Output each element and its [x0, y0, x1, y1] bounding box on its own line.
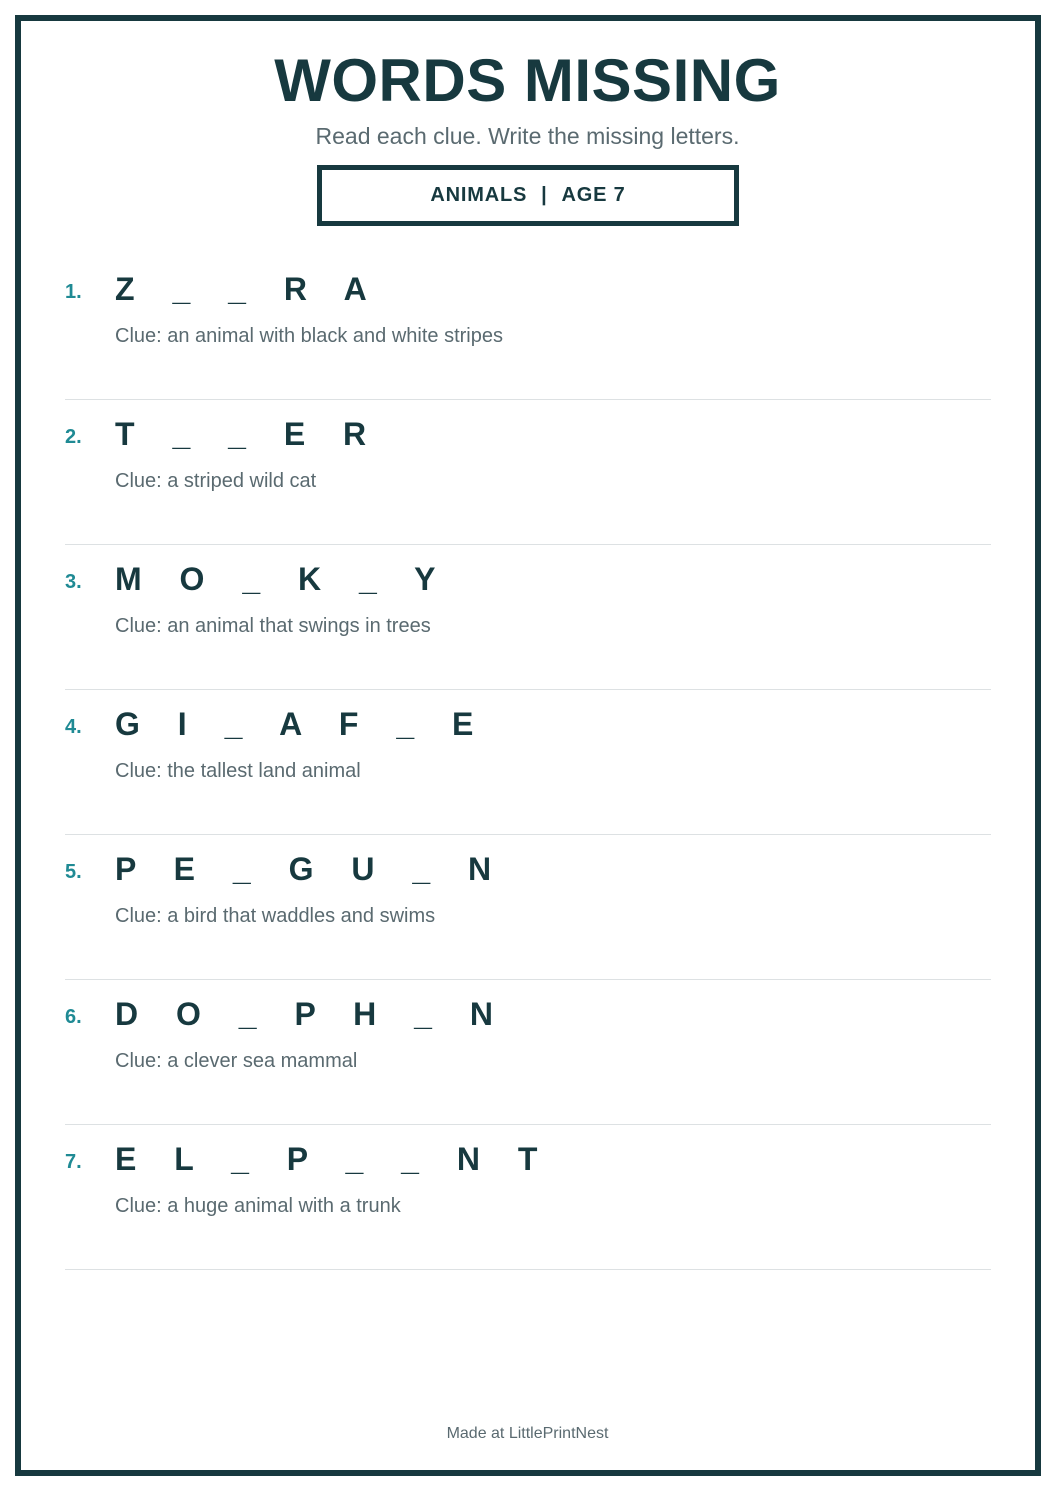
puzzle-item-6: [65, 980, 991, 1125]
item-clue: Clue: an animal with black and white stripes: [115, 325, 503, 347]
worksheet-instructions: Read each clue. Write the missing letters.: [315, 123, 740, 149]
item-clue: Clue: a striped wild cat: [115, 470, 317, 492]
puzzle-item-4: [65, 690, 991, 835]
missing-letters-word: P E _ G U _ N: [115, 851, 506, 887]
item-clue: Clue: a huge animal with a trunk: [115, 1195, 401, 1217]
item-clue: Clue: the tallest land animal: [115, 760, 361, 782]
missing-letters-word: T _ _ E R: [115, 416, 381, 452]
item-number: 3.: [65, 571, 82, 593]
puzzle-list: [65, 255, 991, 1270]
missing-letters-word: M O _ K _ Y: [115, 561, 450, 597]
worksheet-title: WORDS MISSING: [274, 47, 781, 114]
item-clue: Clue: a clever sea mammal: [115, 1050, 358, 1072]
age-label: AGE 7: [561, 184, 626, 206]
topic-label: ANIMALS: [430, 184, 528, 206]
item-number: 2.: [65, 426, 82, 448]
puzzle-item-5: [65, 835, 991, 980]
item-number: 7.: [65, 1151, 82, 1173]
item-clue: Clue: a bird that waddles and swims: [115, 905, 436, 927]
missing-letters-word: G I _ A F _ E: [115, 706, 488, 742]
puzzle-item-3: [65, 545, 991, 690]
item-number: 6.: [65, 1006, 82, 1028]
item-number: 4.: [65, 716, 82, 738]
missing-letters-word: E L _ P _ _ N T: [115, 1141, 552, 1177]
puzzle-item-2: [65, 400, 991, 545]
missing-letters-word: D O _ P H _ N: [115, 996, 508, 1032]
footer-credit: Made at LittlePrintNest: [446, 1425, 609, 1442]
missing-letters-word: Z _ _ R A: [115, 271, 382, 307]
puzzle-item-1: [65, 255, 991, 400]
item-number: 5.: [65, 861, 82, 883]
topic-age-box: [317, 165, 739, 226]
puzzle-item-7: [65, 1125, 991, 1270]
item-number: 1.: [65, 281, 82, 303]
item-clue: Clue: an animal that swings in trees: [115, 615, 431, 637]
tag-separator: |: [541, 184, 548, 206]
